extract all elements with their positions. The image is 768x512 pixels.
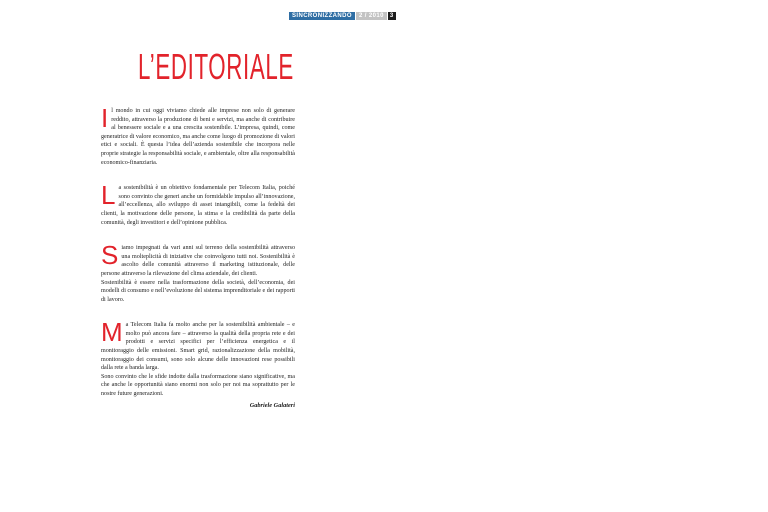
paragraph-continuation: Sono convinto che le sfide indotte dalla trasformazione siano significative, ma che anche le opportunità siano enormi non solo per noi ma soprattutto per le nostre future generazioni.	[101, 373, 295, 398]
magazine-name: SINCRONIZZANDO	[289, 12, 355, 20]
drop-cap: S	[101, 240, 119, 271]
editorial-body	[101, 103, 295, 410]
paragraph-3	[101, 240, 295, 304]
paragraph-text: a Telecom Italia fa molto anche per la sostenibilità ambientale – e molto può ancora fare – attraverso la qualità della propria rete e dei prodotti e servizi specifici per l’efficienza energetica e il monitoraggio delle emissioni. Smart grid, razionalizzazione della mobilità, monitoraggio dei consumi, sono solo alcune delle innovazioni rese possibili dalla rete a banda larga.	[101, 322, 295, 372]
paragraph-1	[101, 103, 295, 167]
page-title: L’EDITORIALE	[138, 46, 294, 87]
paragraph-text: a sostenibilità è un obiettivo fondamentale per Telecom Italia, poiché sono convinto che generi anche un formidabile impulso all’innovazione, all’eccellenza, allo sviluppo di asset intangibili, come la fedeltà dei clienti, la motivazione delle persone, la stima e la credibilità da parte della comunità, degli investitori e dell’opinione pubblica.	[101, 185, 295, 226]
page-header	[289, 12, 396, 20]
drop-cap: L	[101, 180, 116, 211]
page-number: 3	[389, 13, 394, 19]
paragraph-text: l mondo in cui oggi viviamo chiede alle imprese non solo di generare reddito, attraverso la produzione di beni e servizi, ma anche di contribuire al benessere sociale e a una crescita sostenibile. L’impresa, quindi, come generatrice di valore economico, ma anche come luogo di promozione di valori etici e sociali. È questa l’idea dell’azienda sostenibile che incorpora nelle proprie strategie la responsabilità sociale, e ambientale, oltre alla responsabilità economico-finanziaria.	[101, 108, 295, 166]
paragraph-continuation: Sostenibilità è essere nella trasformazione della società, dell’economia, dei modelli di consumo e nell’evoluzione del sistema imprenditoriale e dei rapporti di lavoro.	[101, 279, 295, 303]
paragraph-4	[101, 317, 295, 398]
paragraph-2	[101, 180, 295, 227]
paragraph-text: iamo impegnati da vari anni sul terreno della sostenibilità attraverso una molteplicità di iniziative che coinvolgono tutti noi. Sostenibilità è ascolto delle comunità attraverso il marketing istituzionale, delle persone attraverso la rilevazione del clima aziendale, dei clienti.	[101, 245, 295, 277]
author-signature: Gabriele Galateri	[249, 401, 295, 409]
issue-number: 2 / 2010	[356, 12, 387, 20]
drop-cap: I	[101, 103, 109, 133]
drop-cap: M	[101, 317, 123, 348]
